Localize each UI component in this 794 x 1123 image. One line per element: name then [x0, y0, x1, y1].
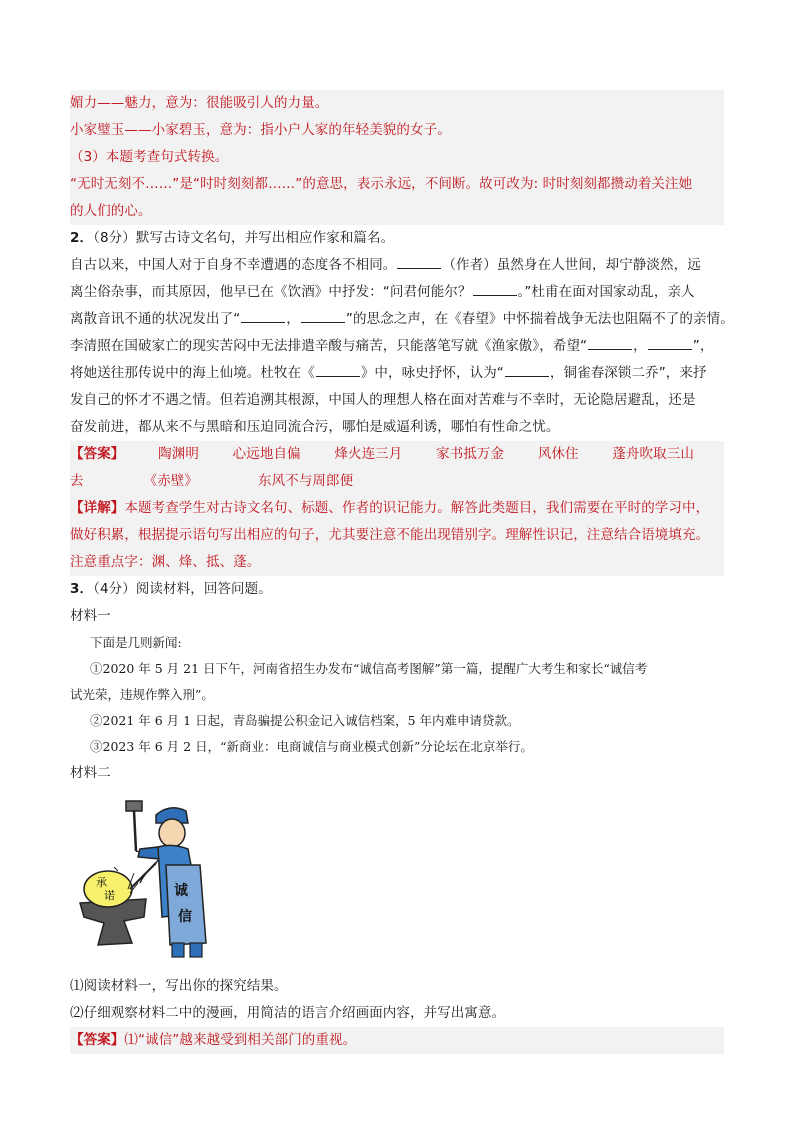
- answer-item: 蓬舟吹取三山: [612, 446, 694, 462]
- question-2-heading: [70, 225, 724, 252]
- answer-block: [70, 1027, 724, 1054]
- question-3-heading: [70, 576, 724, 603]
- explanation-line: “无时无刻不……”是“时时刻刻都……”的意思，表示永远，不间断。故可改为: 时时刻刻都攒动着关注她: [70, 176, 693, 192]
- question-2-text: 奋发前进，都从来不与黑暗和压迫同流合污，哪怕是威逼利诱，哪怕有性命之忧。: [70, 419, 560, 435]
- explanation-line: 的人们的心。: [70, 203, 152, 219]
- news-item-continued: 试光荣，违规作弊入刑”。: [70, 687, 214, 702]
- answer-item: 心远地自偏: [232, 446, 301, 462]
- detail-line: 做好积累，根据提示语句写出相应的句子，尤其要注意不能出现错别字。理解性识记，注意结合语境填充。: [70, 527, 710, 543]
- answer-line: 【答案】⑴“诚信”越来越受到相关部门的重视。: [70, 1032, 357, 1048]
- fill-blank[interactable]: [648, 335, 692, 350]
- explanation-block: [70, 90, 724, 225]
- answer-item: 烽火连三月: [334, 446, 403, 462]
- fill-blank[interactable]: [397, 254, 441, 269]
- document-page: [70, 90, 734, 1054]
- hammer-icon: [126, 801, 142, 851]
- answer-row: [70, 441, 724, 468]
- answer-row: [70, 468, 724, 495]
- apron-label-top: 诚: [174, 883, 188, 899]
- apron-label-bottom: 信: [178, 909, 192, 925]
- question-2-text: 离尘俗杂事，而其原因，他早已在《饮酒》中抒发：“问君何能尔？ 。”杜甫在面对国家动乱，亲人: [70, 279, 724, 306]
- answer-label: 【答案】: [70, 1032, 125, 1048]
- question-number: 3．: [70, 581, 94, 597]
- fill-blank[interactable]: [588, 335, 632, 350]
- answer-item: 《赤壁》: [143, 473, 199, 489]
- question-2-text: 离散音讯不通的状况发出了“ ， ”的思念之声，在《春望》中怀揣着战争无法也阻隔不了的亲情。: [70, 306, 724, 333]
- sub-question: ⑴阅读材料一，写出你的探究结果。: [70, 978, 288, 994]
- sub-question: ⑵仔细观察材料二中的漫画，用简洁的语言介绍画面内容，并写出寓意。: [70, 1005, 506, 1021]
- question-2-text: 发自己的怀才不遇之情。但若追溯其根源，中国人的理想人格在面对苦难与不幸时，无论隐居避乱，还是: [70, 392, 696, 408]
- fill-blank[interactable]: [505, 362, 549, 377]
- explanation-line: 媚力——魅力，意为：很能吸引人的力量。: [70, 95, 329, 111]
- explanation-line: 小家璧玉——小家碧玉，意为：指小户人家的年轻美貌的女子。: [70, 122, 451, 138]
- detail-line: 【详解】本题考查学生对古诗文名句、标题、作者的识记能力。解答此类题目，我们需要在平时的学习中，: [70, 500, 710, 516]
- stone-label-bottom: 诺: [104, 889, 115, 902]
- answer-item: 风休住: [537, 446, 579, 462]
- answer-item: 去: [70, 473, 84, 489]
- answer-block: [70, 441, 724, 576]
- integrity-cartoon-illustration: [74, 793, 224, 963]
- answer-item: 东风不与周郎便: [258, 473, 354, 489]
- news-item: ③2023 年 6 月 2 日，“新商业：电商诚信与商业模式创新”分论坛在北京举行。: [90, 739, 533, 754]
- fill-blank[interactable]: [301, 308, 345, 323]
- detail-label: 【详解】: [70, 500, 125, 516]
- detail-line: 注意重点字：渊、烽、抵、蓬。: [70, 554, 261, 570]
- news-item: ②2021 年 6 月 1 日起，青岛骗提公积金记入诚信档案，5 年内难申请贷款。: [90, 713, 520, 728]
- answer-item: 陶渊明: [158, 446, 199, 462]
- question-2-text: 自古以来，中国人对于自身不幸遭遇的态度各不相同。 （作者）虽然身在人世间，却宁静淡然，远: [70, 252, 724, 279]
- question-2-text: 李清照在国破家亡的现实苦闷中无法排遣辛酸与痛苦，只能落笔写就《渔家傲》，希望“ ， ”，: [70, 333, 724, 360]
- news-intro: 下面是几则新闻:: [90, 635, 182, 650]
- material-label: 材料一: [70, 608, 111, 624]
- worker-figure: [136, 808, 206, 957]
- question-prompt: （8分）默写古诗文名句，并写出相应作家和篇名。: [93, 230, 395, 246]
- fill-blank[interactable]: [473, 281, 517, 296]
- answer-item: 家书抵万金: [436, 446, 505, 462]
- stone-label-top: 承: [96, 876, 107, 889]
- fill-blank[interactable]: [241, 308, 285, 323]
- fill-blank[interactable]: [316, 362, 360, 377]
- answer-label: 【答案】: [70, 446, 125, 462]
- question-2-text: 将她送往那传说中的海上仙境。杜牧在《 》中，咏史抒怀，认为“ ，铜雀春深锁二乔”，来抒: [70, 360, 724, 387]
- news-item: ①2020 年 5 月 21 日下午，河南省招生办发布“诚信高考图解”第一篇，提醒广大考生和家长“诚信考: [90, 661, 648, 676]
- explanation-line: （3）本题考查句式转换。: [70, 149, 229, 165]
- question-number: 2．: [70, 230, 94, 246]
- question-prompt: （4分）阅读材料，回答问题。: [93, 581, 272, 597]
- material-label: 材料二: [70, 765, 111, 781]
